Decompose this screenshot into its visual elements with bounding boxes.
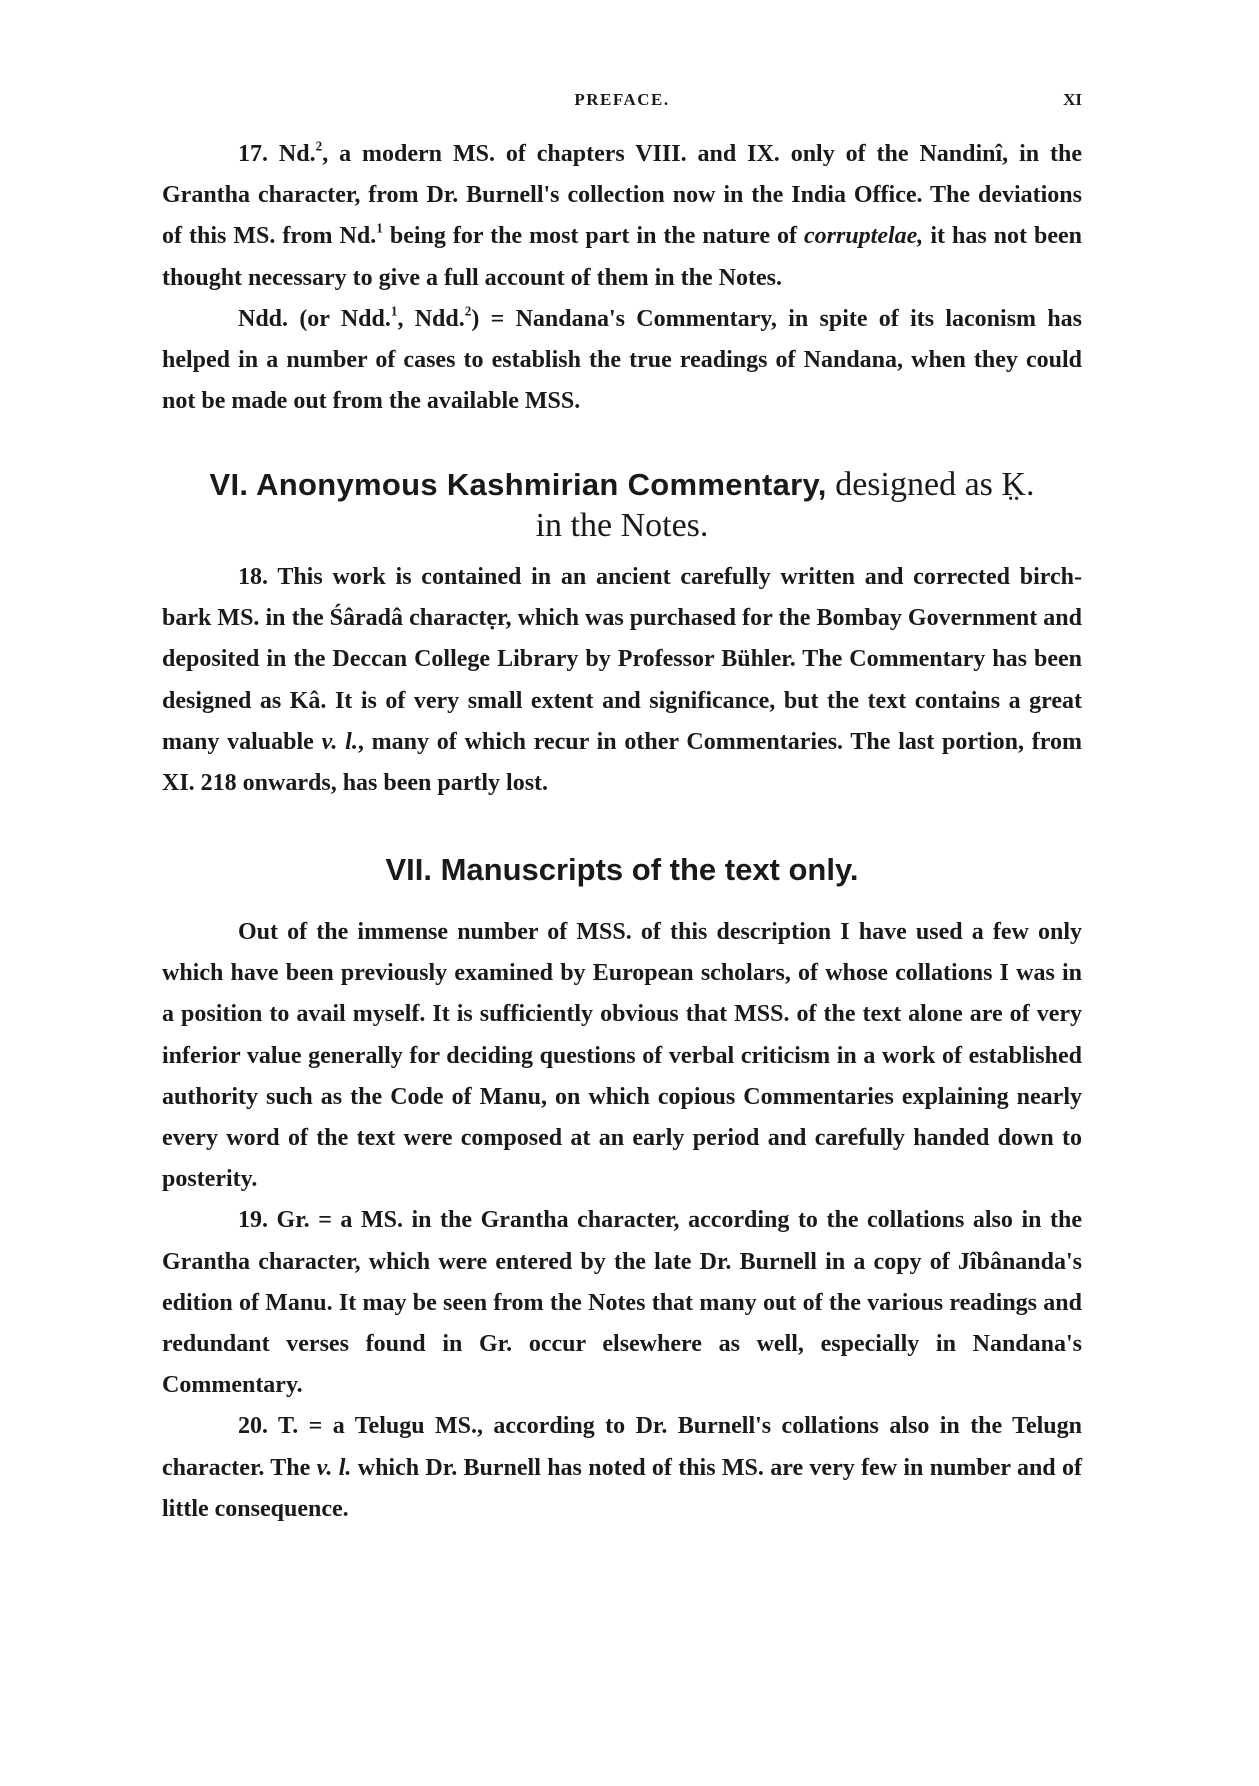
text-run: , many of which recur in other Commentaries. The last portion, from XI. 218 onwards, has been partly lost. bbox=[162, 728, 1083, 797]
text-run: Ndd. (or Ndd. bbox=[238, 305, 391, 332]
section-v-continued bbox=[162, 134, 1082, 422]
superscript: 1 bbox=[376, 220, 383, 236]
text-run: , Ndd. bbox=[397, 305, 465, 332]
text-run: being for the most part in the nature of bbox=[382, 223, 804, 250]
paragraph-ndd bbox=[162, 299, 1082, 423]
paragraph-20 bbox=[162, 1406, 1082, 1530]
section-vi-heading-plain: designed as K̤. bbox=[826, 466, 1035, 503]
section-vii-body bbox=[162, 912, 1082, 1530]
superscript: 1 bbox=[390, 303, 398, 319]
italic-text: v. l. bbox=[321, 728, 358, 755]
page-number: XI bbox=[1063, 90, 1082, 109]
section-vi-body bbox=[162, 557, 1082, 804]
text-run: 18. This work is contained in an ancient carefully written and corrected birch-bark MS. in the Śâradâ charactẹr, which was purchased for the Bombay Government and deposited in the Deccan College Library by Professor Bühler. The Commentary has been designed as Kâ. It is of very small extent and significance, but the text contains a great many valuable bbox=[162, 564, 1082, 755]
italic-text: v. l. bbox=[316, 1454, 352, 1481]
paragraph-19 bbox=[162, 1200, 1082, 1406]
text-run: 19. Gr. = a MS. in the Grantha character, according to the collations also in the Grantha character, which were entered by the late Dr. Burnell in a copy of Jîbânanda's edition of Manu. It may be seen from the Notes that many out of the various readings and redundant verses found in Gr. occur elsewhere as well, especially in Nandana's Commentary. bbox=[162, 1207, 1082, 1399]
paragraph-intro bbox=[162, 912, 1082, 1200]
text-run: 20. T. = a Telugu MS., according to Dr. Burnell's collations also in the Telugn character. The bbox=[162, 1413, 1082, 1481]
text-run: 17. Nd. bbox=[238, 141, 316, 167]
section-vi-heading-line2: in the Notes. bbox=[535, 507, 709, 544]
section-vi-heading bbox=[162, 464, 1082, 505]
paragraph-18 bbox=[162, 557, 1082, 804]
text-run: which Dr. Burnell has noted of this MS. are very few in number and of little consequence. bbox=[162, 1454, 1082, 1522]
paragraph-17 bbox=[162, 134, 1082, 299]
superscript: 2 bbox=[464, 303, 472, 319]
running-title: PREFACE. bbox=[574, 90, 670, 109]
text-run: ) = Nandana's Commentary, in spite of its laconism has helped in a number of cases to establish the true readings of Nandana, when they could not be made out from the available MSS. bbox=[162, 305, 1082, 415]
section-vi-heading-bold: VI. Anonymous Kashmirian Commentary, bbox=[209, 467, 827, 502]
superscript: 2 bbox=[315, 138, 323, 154]
section-vii-heading: VII. Manuscripts of the text only. bbox=[385, 852, 859, 887]
text-run: it has not been thought necessary to give a full account of them in the Notes. bbox=[162, 223, 1083, 291]
italic-text: corruptelae, bbox=[803, 223, 924, 250]
section-vi bbox=[162, 464, 1082, 546]
text-run: Out of the immense number of MSS. of this description I have used a few only which have been previously examined by European scholars, of whose collations I was in a position to avail myself. It is sufficiently obvious that MSS. of the text alone are of very inferior value generally for deciding questions of verbal criticism in a work of established authority such as the Code of Manu, on which copious Commentaries explaining nearly every word of the text were composed at an early period and carefully handed down to posterity. bbox=[162, 919, 1082, 1193]
running-head bbox=[162, 90, 1082, 120]
section-vii bbox=[162, 852, 1082, 888]
text-run: , a modern MS. of chapters VIII. and IX. only of the Nandinî, in the Grantha character, from Dr. Burnell's collection now in the India Office. The deviations of this MS. from Nd. bbox=[162, 141, 1082, 250]
